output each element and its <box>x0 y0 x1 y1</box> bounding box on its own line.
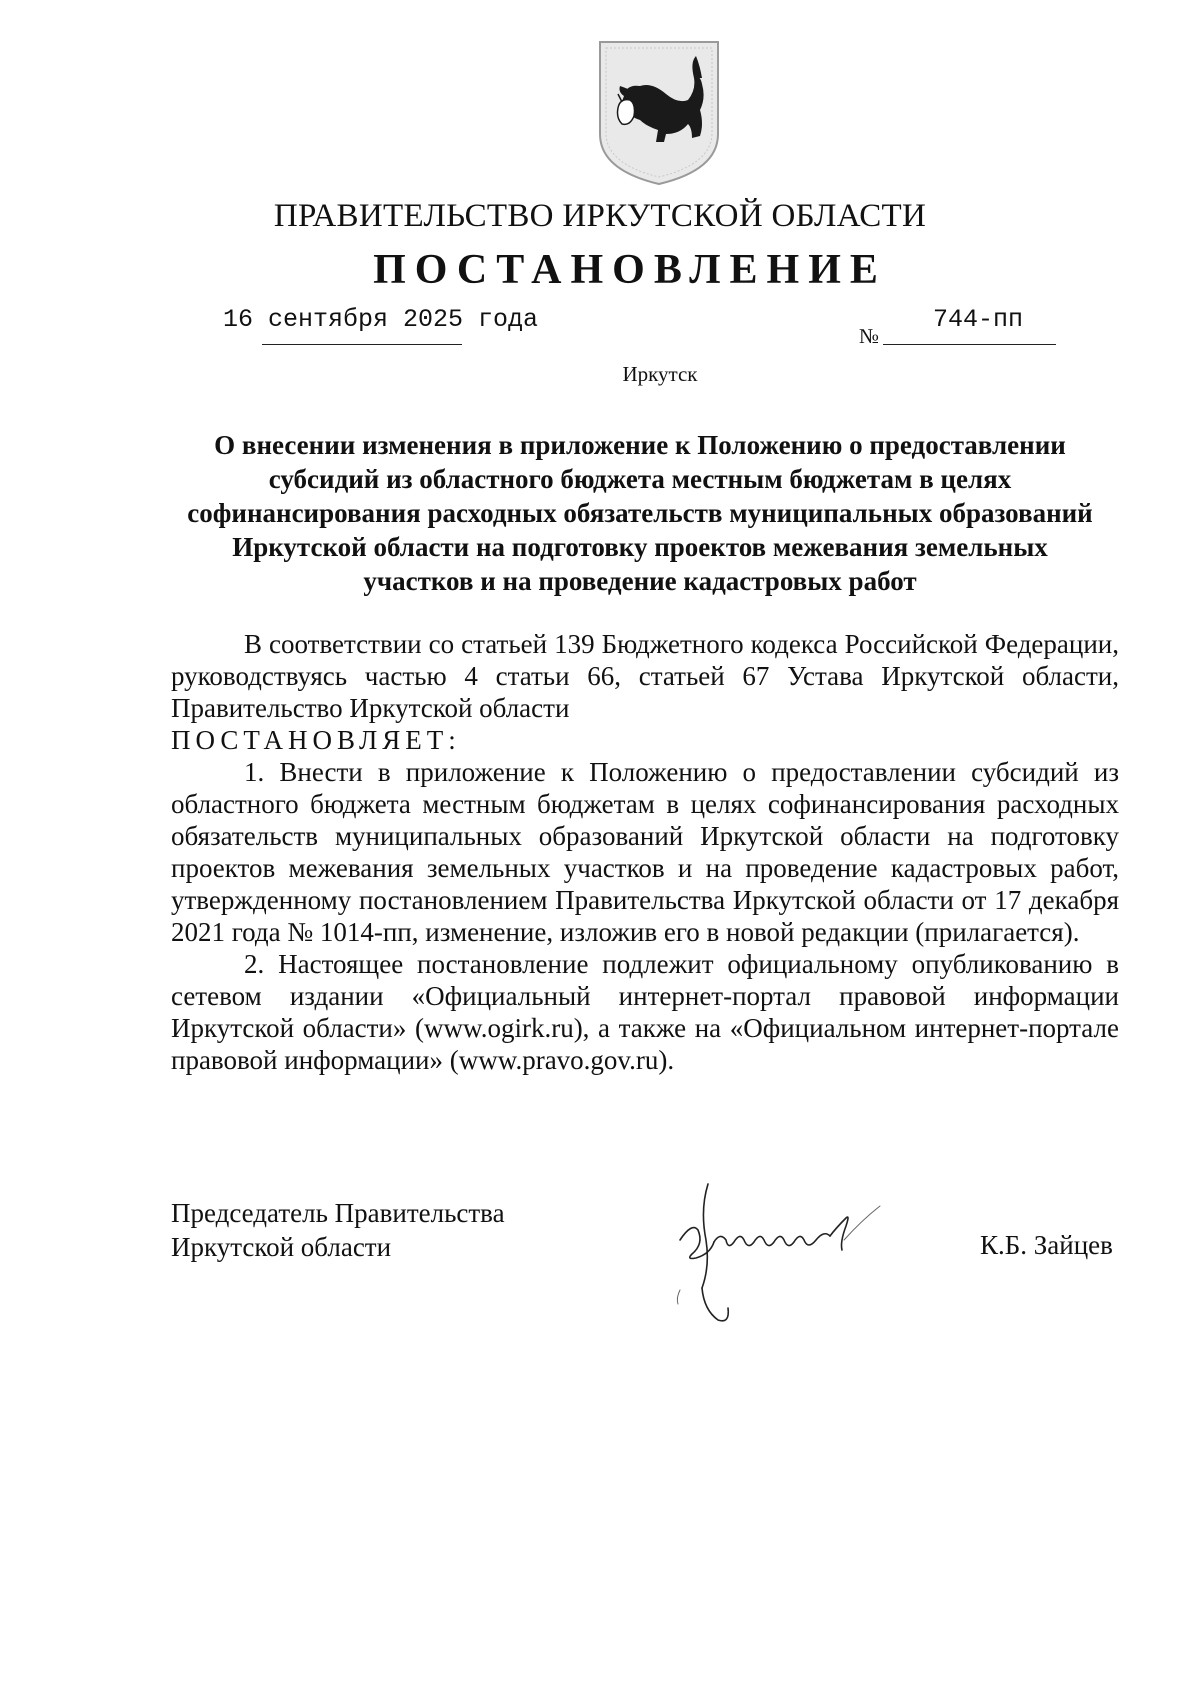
signer-position <box>171 1196 505 1264</box>
handwritten-signature-icon <box>640 1170 920 1340</box>
document-number: 744-пп <box>933 305 1024 334</box>
date-underline <box>262 344 462 345</box>
document-city: Иркутск <box>622 362 698 386</box>
signer-name: К.Б. Зайцев <box>980 1230 1113 1260</box>
resolves-heading: ПОСТАНОВЛЯЕТ: <box>171 725 461 755</box>
signer-position-line-2: Иркутской области <box>171 1232 392 1262</box>
document-subject: О внесении изменения в приложение к Положению о предоставлении субсидий из областного бюджета местным бюджетам в целях софинансирования расходных обязательств муниципальных образований Иркутской области на подготовку проектов межевания земельных участков и на проведение кадастровых работ <box>187 430 1093 596</box>
document-type-title: ПОСТАНОВЛЕНИЕ <box>373 247 887 293</box>
number-underline <box>883 344 1056 345</box>
preamble-paragraph: В соответствии со статьей 139 Бюджетного кодекса Российской Федерации, руководствуясь частью 4 статьи 66, статьей 67 Устава Иркутской области, Правительство Иркутской области <box>171 629 1119 723</box>
document-date: 16 сентября 2025 года <box>223 305 539 334</box>
document-body <box>171 628 1119 1076</box>
item-2-paragraph: 2. Настоящее постановление подлежит официальному опубликованию в сетевом издании «Официальный интернет-портал правовой информации Иркутской области» (www.ogirk.ru), а также на «Официальном интернет-портале правовой информации» (www.pravo.gov.ru). <box>171 949 1119 1075</box>
item-1-paragraph: 1. Внести в приложение к Положению о предоставлении субсидий из областного бюджета местным бюджетам в целях софинансирования расходных обязательств муниципальных образований Иркутской области на подготовку проектов межевания земельных участков и на проведение кадастровых работ, утвержденному постановлением Правительства Иркутской области от 17 декабря 2021 года № 1014-пп, изменение, изложив его в новой редакции (прилагается). <box>171 757 1119 947</box>
number-sign: № <box>859 324 880 348</box>
government-name: ПРАВИТЕЛЬСТВО ИРКУТСКОЙ ОБЛАСТИ <box>273 198 927 234</box>
signer-position-line-1: Председатель Правительства <box>171 1198 505 1228</box>
coat-of-arms-icon <box>596 38 722 188</box>
